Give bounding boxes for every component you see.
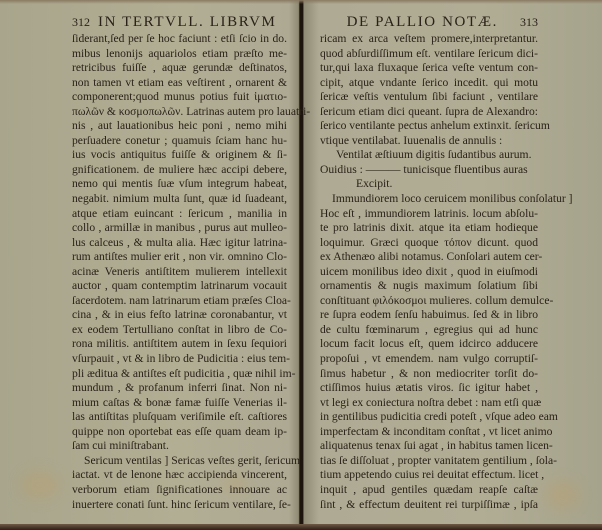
text-line: uicem monilibus ideo dixit , quod in eiuſmodi bbox=[320, 264, 538, 278]
text-line: gnificationem. de muliere hæc accipi debere, bbox=[72, 162, 287, 176]
text-line: componerent;quod munus potius fuit ἱματιο- bbox=[72, 90, 287, 104]
text-line: atque etiam euincant : ſericum , manilia in bbox=[72, 206, 287, 220]
text-line: tias ſe diſſoluat , propter vanitatem gentilium , ſola- bbox=[320, 453, 557, 467]
text-line: tium appetendo cuius rei deuitat effectum. licet , bbox=[320, 468, 545, 482]
text-line: πωλῶν & κοσμοπωλῶν. Latrinas autem pro lauatri- bbox=[72, 104, 311, 118]
text-line: aliquatenus tenax ſui agat , in habitus tamen licen- bbox=[320, 439, 553, 453]
running-head-title: DE PALLIO NOTÆ. bbox=[346, 14, 498, 30]
text-line: re ſupra eodem ſenſu habuimus. ſed & in libro bbox=[320, 308, 538, 322]
text-line: vt legi ex coniectura noſtra debet : nam etſi quæ bbox=[320, 395, 542, 409]
text-line: ornamentis & nugis maximum ſolatium ſibi bbox=[320, 279, 538, 293]
text-line: tur,qui laxa fluxaque ſerica veſte ventum con- bbox=[320, 61, 538, 75]
text-line: ex Athenæo alibi notamus. Conſolari autem cer- bbox=[320, 250, 543, 264]
text-line: conſtituant φιλόκοσμοι mulieres. collum demulce- bbox=[320, 293, 554, 307]
text-line: ſerico ventilante pectus anhelum extinxit. ſericum bbox=[320, 119, 550, 133]
text-line: cipit, atque vndante ſerico incedit. qui motu bbox=[320, 75, 538, 89]
text-line: ſint , & effectum deuitent rei turpiſſimæ , ipſa bbox=[320, 497, 538, 511]
foxing-stain bbox=[545, 480, 580, 510]
text-line: nis , aut lauationibus heic poni , nemo mihi bbox=[72, 119, 287, 133]
text-line: ricam ex arca veſtem promere,interpretantur. bbox=[320, 32, 538, 45]
text-line: quod abſurdiſſimum eſt. ventilare ſericum dici- bbox=[320, 46, 538, 60]
text-line: mundum , & profanum inferri ſinat. Non ni- bbox=[72, 381, 287, 395]
text-line: auctor , quam contemptim latrinarum vocauit bbox=[72, 279, 287, 293]
text-line: retricibus fuiſſe , aquæ gerundæ deſtinatos, bbox=[72, 61, 287, 75]
text-line: las antiſtitas pluſquam veriſimile eſt. caſtiores bbox=[72, 410, 287, 424]
left-running-head bbox=[72, 14, 287, 32]
text-line: ſiderant,ſed per ſe hoc faciunt : etſi ſcio in do. bbox=[72, 32, 287, 45]
text-line: cina , & in eius feſto latrinæ coronabantur, vt bbox=[72, 308, 287, 322]
text-line: ctiſſimos huius ætatis viros. ſic igitur habet , bbox=[320, 381, 538, 395]
foxing-stain bbox=[20, 470, 60, 500]
text-line: mibus lenonijs aquariolos etiam præſto me- bbox=[72, 46, 287, 60]
text-line: Excipit. bbox=[356, 177, 393, 191]
text-line: iactat. vt de lenone hæc accipienda vincerent, bbox=[72, 468, 287, 482]
text-line: lus calceus , & multa alia. Hæc igitur latrina- bbox=[72, 235, 287, 249]
text-line: verborum etiam ſignificationes innouare ac bbox=[72, 482, 287, 496]
text-line: rona militis. antiſtitem autem in ſexu ſequiori bbox=[72, 337, 287, 351]
running-head-title: IN TERTVLL. LIBRVM bbox=[98, 14, 277, 30]
text-line: Sericum ventilas ] Sericas veſtes gerit, ſericum bbox=[84, 453, 301, 467]
text-line: imperfectam & inconditam conſtat , vt licet animo bbox=[320, 424, 553, 438]
text-line: vſurpauit , vt & in libro de Pudicitia : eius tem- bbox=[72, 352, 290, 366]
text-line: ſacerdotem. nam latrinarum etiam præſes Cloa- bbox=[72, 293, 291, 307]
text-line: quippe non oportebat eas eſſe quam deam ip- bbox=[72, 424, 287, 438]
book-bottom-edge bbox=[0, 524, 602, 530]
text-line: pli æditua & antiſtes eſt pudicitia , quæ nihil im- bbox=[72, 366, 296, 380]
text-line: Immundiorem loco ceruicem monilibus conſolatur ] bbox=[332, 192, 573, 206]
page-number: 313 bbox=[520, 15, 538, 29]
right-page bbox=[320, 14, 573, 512]
left-page bbox=[72, 14, 311, 512]
text-line: collo , armillæ in manibus , purus aut mulleo- bbox=[72, 221, 287, 235]
text-line: propoſui , vt emendem. nam vulgo corruptiſ- bbox=[320, 352, 538, 366]
text-line: ſericæ veſtis ventulum ſibi faciunt , ventilare bbox=[320, 90, 538, 104]
text-line: loquimur. Græci quoque τόπον dicunt. quod bbox=[320, 235, 538, 249]
page-top-edge bbox=[0, 0, 602, 4]
page-number: 312 bbox=[72, 15, 90, 29]
right-running-head bbox=[320, 14, 538, 32]
text-line: vtique ventilabat. Iuuenalis de annulis : bbox=[320, 133, 503, 147]
text-line: Ventilat æſtiuum digitis ſudantibus aurum. bbox=[336, 148, 532, 162]
text-line: ſericum etiam dici queant. ſupra de Alexandro: bbox=[320, 104, 538, 118]
left-page-body bbox=[72, 32, 311, 512]
text-line: Hoc eſt , immundiorem latrinis. locum abſolu- bbox=[320, 206, 538, 220]
text-line: ex eodem Tertulliano conſtat in libro de Co- bbox=[72, 322, 287, 336]
text-line: ſam cui miniſtrabant. bbox=[72, 439, 169, 453]
text-line: perſuadere conetur ; quamuis ſciam hanc hu- bbox=[72, 133, 287, 147]
text-line: mium caſtas & bonæ famæ fuiſſe Venerias il- bbox=[72, 395, 287, 409]
text-line: Ouidius : ——— tunicisque fluentibus auras bbox=[320, 162, 528, 176]
text-line: negabit. nimium multa ſunt, quæ id ſuadeant, bbox=[72, 192, 287, 206]
text-line: locum facit locus eſt, quem idcirco adducere bbox=[320, 337, 538, 351]
right-page-body bbox=[320, 32, 573, 512]
text-line: acinæ Veneris antiſtitem mulierem intellexit bbox=[72, 264, 287, 278]
text-line: rum antiſtes mulier erit , non vir. omnino Clo- bbox=[72, 250, 287, 264]
text-line: ius vocis antiquitus fuiſſe & originem & ſi- bbox=[72, 148, 287, 162]
text-line: ſimus habetur , & non mediocriter torſit do- bbox=[320, 366, 538, 380]
text-line: te pro latrinis dixit. atque ita etiam hodieque bbox=[320, 221, 538, 235]
text-line: inuertere conati ſunt. hinc ſericum ventilare, ſe- bbox=[72, 497, 291, 511]
text-line: inquit , apud gentiles quædam reapſe caſtæ bbox=[320, 482, 538, 496]
text-line: in gentilibus pudicitia credi poteſt , vſque adeo eam bbox=[320, 410, 558, 424]
text-line: non tamen vt etiam eas veſtirent , ornarent & bbox=[72, 75, 287, 89]
text-line: nemo qui mentis ſuæ vſum integrum habeat, bbox=[72, 177, 287, 191]
text-line: de cultu fœminarum , egregius qui ad hunc bbox=[320, 322, 538, 336]
